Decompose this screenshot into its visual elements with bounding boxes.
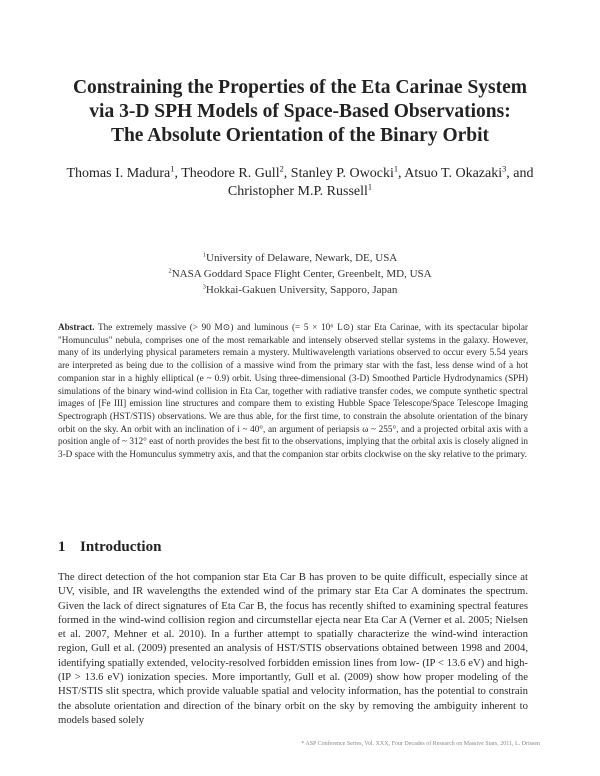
author-russell: Christopher M.P. Russell [227, 184, 368, 199]
affiliation-2-marker: 2 [168, 267, 172, 275]
section-title: Introduction [80, 539, 162, 555]
affiliation-3 [80, 282, 520, 298]
title-line-2: via 3-D SPH Models of Space-Based Observations: [89, 101, 511, 122]
affiliation-1-marker: 1 [202, 251, 207, 259]
title-line-3: The Absolute Orientation of the Binary Orbit [110, 125, 490, 146]
author-owocki-affil: 1 [393, 164, 399, 174]
author-madura-affil: 1 [170, 164, 175, 174]
author-gull: , Theodore R. Gull [174, 166, 280, 181]
author-list [40, 165, 560, 201]
author-russell-affil: 1 [367, 182, 373, 192]
abstract [58, 321, 528, 461]
author-line-1 [40, 165, 560, 183]
affiliation-2 [80, 266, 520, 282]
affiliation-3-text: Hokkai-Gakuen University, Sapporo, Japan [205, 284, 398, 296]
author-madura: Thomas I. Madura [66, 166, 171, 181]
section-number: 1 [58, 539, 66, 555]
section-heading [58, 538, 528, 556]
paper-title [40, 76, 560, 148]
abstract-text: The extremely massive (> 90 M⊙) and luminous (= 5 × 10⁶ L⊙) star Eta Carinae, with its spectacular bipolar "Homunculus" nebula, comprises one of the most remarkable and intensely observed stellar systems in the galaxy. However, many of its underlying physical parameters remain a mystery. Multiwavelength variations observed to occur every 5.54 years are interpreted as being due to the collision of a massive wind from the primary star with the fast, less dense wind of a hot companion star in a highly elliptical (e ~ 0.9) orbit. Using three-dimensional (3-D) Smoothed Particle Hydrodynamics (SPH) simulations of the binary wind-wind collision in Eta Car, together with radiative transfer codes, we compute synthetic spectral images of [Fe III] emission line structures and compare them to existing Hubble Space Telescope/Space Telescope Imaging Spectrograph (HST/STIS) observations. We are thus able, for the first time, to constrain the absolute orientation of the binary orbit on the sky. An orbit with an inclination of i ~ 40°, an argument of periapsis ω ~ 255°, and a projected orbital axis with a position angle of ~ 312° east of north provides the best fit to the observations, implying that the orbital axis is closely aligned in 3-D space with the Homunculus symmetry axis, and that the companion star orbits clockwise on the sky relative to the primary. [58, 322, 528, 460]
author-gull-affil: 2 [279, 164, 284, 174]
author-line-2 [40, 183, 560, 201]
affiliation-3-marker: 3 [202, 283, 206, 291]
page-footer: * ASP Conference Series, Vol. XXX, Four Decades of Research on Massive Stars, 2011, L. Drissen [301, 741, 540, 747]
affiliation-1 [80, 250, 520, 266]
author-okazaki-affil: 3 [502, 164, 507, 174]
affiliation-2-text: NASA Goddard Space Flight Center, Greenbelt, MD, USA [171, 268, 432, 280]
abstract-label: Abstract. [58, 322, 95, 332]
author-owocki: , Stanley P. Owocki [283, 166, 394, 181]
title-line-1: Constraining the Properties of the Eta Carinae System [72, 77, 528, 98]
author-and: , and [506, 166, 534, 181]
author-okazaki: , Atsuo T. Okazaki [398, 166, 503, 181]
introduction-paragraph: The direct detection of the hot companion star Eta Car B has proven to be quite difficult, especially since at UV, visible, and IR wavelengths the extended wind of the primary star Eta Car A dominates the spectrum. Given the lack of direct signatures of Eta Car B, the focus has recently shifted to examining spectral features formed in the wind-wind collision region and circumstellar ejecta near Eta Car A (Verner et al. 2005; Nielsen et al. 2007, Mehner et al. 2010). In a further attempt to spatially characterize the wind-wind interaction region, Gull et al. (2009) presented an analysis of HST/STIS observations obtained between 1998 and 2004, identifying spatially extended, velocity-resolved forbidden emission lines from low- (IP < 13.6 eV) and high- (IP > 13.6 eV) ionization species. More importantly, Gull et al. (2009) show how proper modeling of the HST/STIS slit spectra, which provide valuable spatial and velocity information, has the potential to constrain the absolute orientation and direction of the binary orbit on the sky by removing the ambiguity inherent to models based solely [58, 571, 528, 726]
affiliation-1-text: University of Delaware, Newark, DE, USA [206, 252, 398, 264]
affiliations [80, 250, 520, 298]
